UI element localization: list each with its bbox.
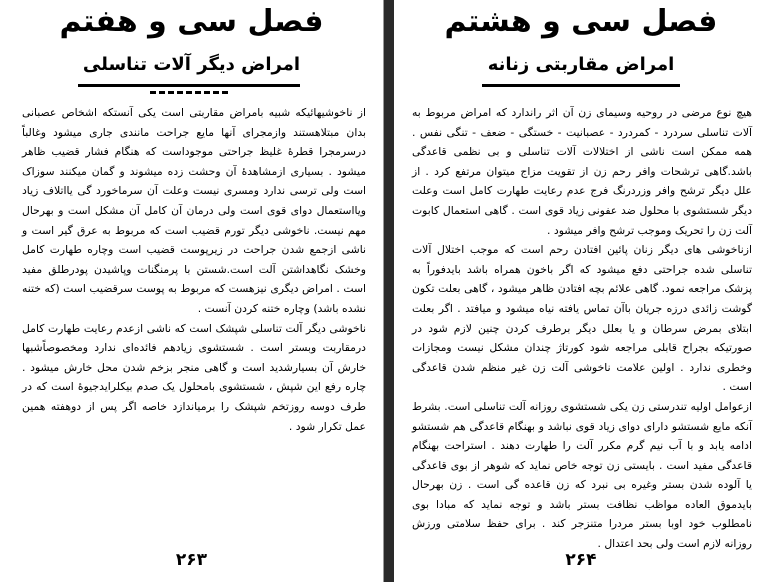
paragraph: ازناخوشی های دیگر زنان پائین افتادن رحم است که موجب اختلال آلات تناسلی شده جراحتی دفع میشود که اگر باخون همراه باشد بایدفوراً به پزشک مراجعه نمود. گاهی علائم بچه افتادن ظاهر میشود ، گاهی بعلت تکون گوشت زائدی درزه جریان باآن تماس یافته نیاه میشود و میافتد . اگر بعلت ابتلای بمرض سرطان و یا بعلل دیگر برطرف کردن چنین لازم شود در صورتیکه بجراح قابلی مراجعه شود کورتاژ چندان مشکل نیست ومجازات وخطری ندارد . اولین علامت ناخوشی آلت زن غیر منظم شدن قاعدگی است . [408,243,752,394]
dashed-divider [150,91,228,94]
chapter-title: فصل سی و هفتم [59,4,324,39]
subtitle-underline [78,84,300,87]
right-page [394,0,768,582]
chapter-subtitle: امراض دیگر آلات تناسلی [82,54,301,75]
page-number: ۲۶۴ [565,550,597,570]
body-text [18,103,366,436]
chapter-subtitle: امراض مقاربتی زنانه [487,54,675,75]
chapter-title: فصل سی و هشتم [444,4,718,39]
paragraph: ناخوشی دیگر آلت تناسلی شپشک است که ناشی ازعدم رعایت طهارت کامل درمقاربت وبستر است . شستشوی زیادهم فائده‌ای ندارد ومخصوصاًشبها خارش آن بسیارشدید است و گاهی منجر بزخم شدن محل خارش میشود . چاره رفع این شپش ، شستشوی بامحلول یک صدم بیکلرایدجیوهٔ است که در طرف دوسه روزتخم شپشک را برمیاندازد خاصه اگر پس از دوهفته همین عمل تکرار شود . [18,321,366,433]
book-gutter [384,0,394,582]
page-number: ۲۶۳ [175,550,208,570]
paragraph: ازعوامل اولیه تندرستی زن یکی شستشوی روزانه آلت تناسلی است. بشرط آنکه مایع شستشو دارای دوای زیاد قوی نباشد و بهنگام قاعدگی هم شستشو ادامه یابد و با آب نیم گرم مکرر آلت را طهارت دهند . استراحت بهنگام قاعدگی مفید است . بایستی زن توجه خاص نماید که شوهر از بوی قاعدگی یا آلوده شدن بستر وغیره بی نبرد که زن قاعده گی است . زن بهرحال بایدموق العاده مواظب نظافت بستر باشد و توجه نماید که مبادا بوی نامطلوب خود اوبا بستر مردرا متنزجر کند . برای حفظ سلامتی ورزش روزانه لازم است ولی بحد اعتدال . [408,399,752,551]
paragraph: هیچ نوع مرضی در روحیه وسیمای زن آن اثر راندارد که امراض مربوط به آلات تناسلی سردرد - کمردرد - عصبانیت - خستگی - ضعف - تنگی نفس . همه ممکن است ناشی از اختلالات آلات تناسلی و بی نظمی قاعدگی باشد.گاهی ترشحات وافر رحم زن از تقویت مزاج میتوان مرتفع کرد . از علل دیگر ترشح وافر وزردرنگ فرج عدم رعایت طهارت کامل است وعلت دیگر شستشوی با محلول ضد عفونی زیاد قوی است . گاهی استعمال کابوت آلت زن را تحریک وموجب ترشح وافر میشود . [408,106,752,237]
body-text [408,103,752,554]
subtitle-underline [482,84,680,87]
paragraph: از ناخوشیهائیکه شبیه بامراض مقاربتی است یکی آنستکه اشخاص عصبانی بدان مبتلاهستند وازمجرای آنها مایع جراحت مانندی جاری میشود وغالباً درسرمجرا قطرهٔ غلیظ جراحتی موجوداست که هنگام فشار قضیب ظاهر میشود . بسیاری ازمشاهدهٔ آن وحشت زده میشوند و گمان میکنند سوزاک است ولی ترسی ندارد ومسری نیست وعلت آن سرماخورد گی یااتلاف زیاد ویااستعمال دوای قوی است ولی درمان آن کامل آن مشکل است و بهرحال مهم نیست. ناخوشی دیگر تورم قضیب است که مربوط به عرق گیر است و ناشی ازجمع شدن جراحت در زیرپوست قضیب است وچاره طهارت کامل وخشک نگاهداشتن آلت است.شستن با پرمنگنات وپاشیدن پودرطلق مفید است . امراض دیگری نیزهست که مربوط به پوست سرقضیب است (که ختنه نشده باشد) وچاره ختنه کردن آنست . [18,106,366,315]
